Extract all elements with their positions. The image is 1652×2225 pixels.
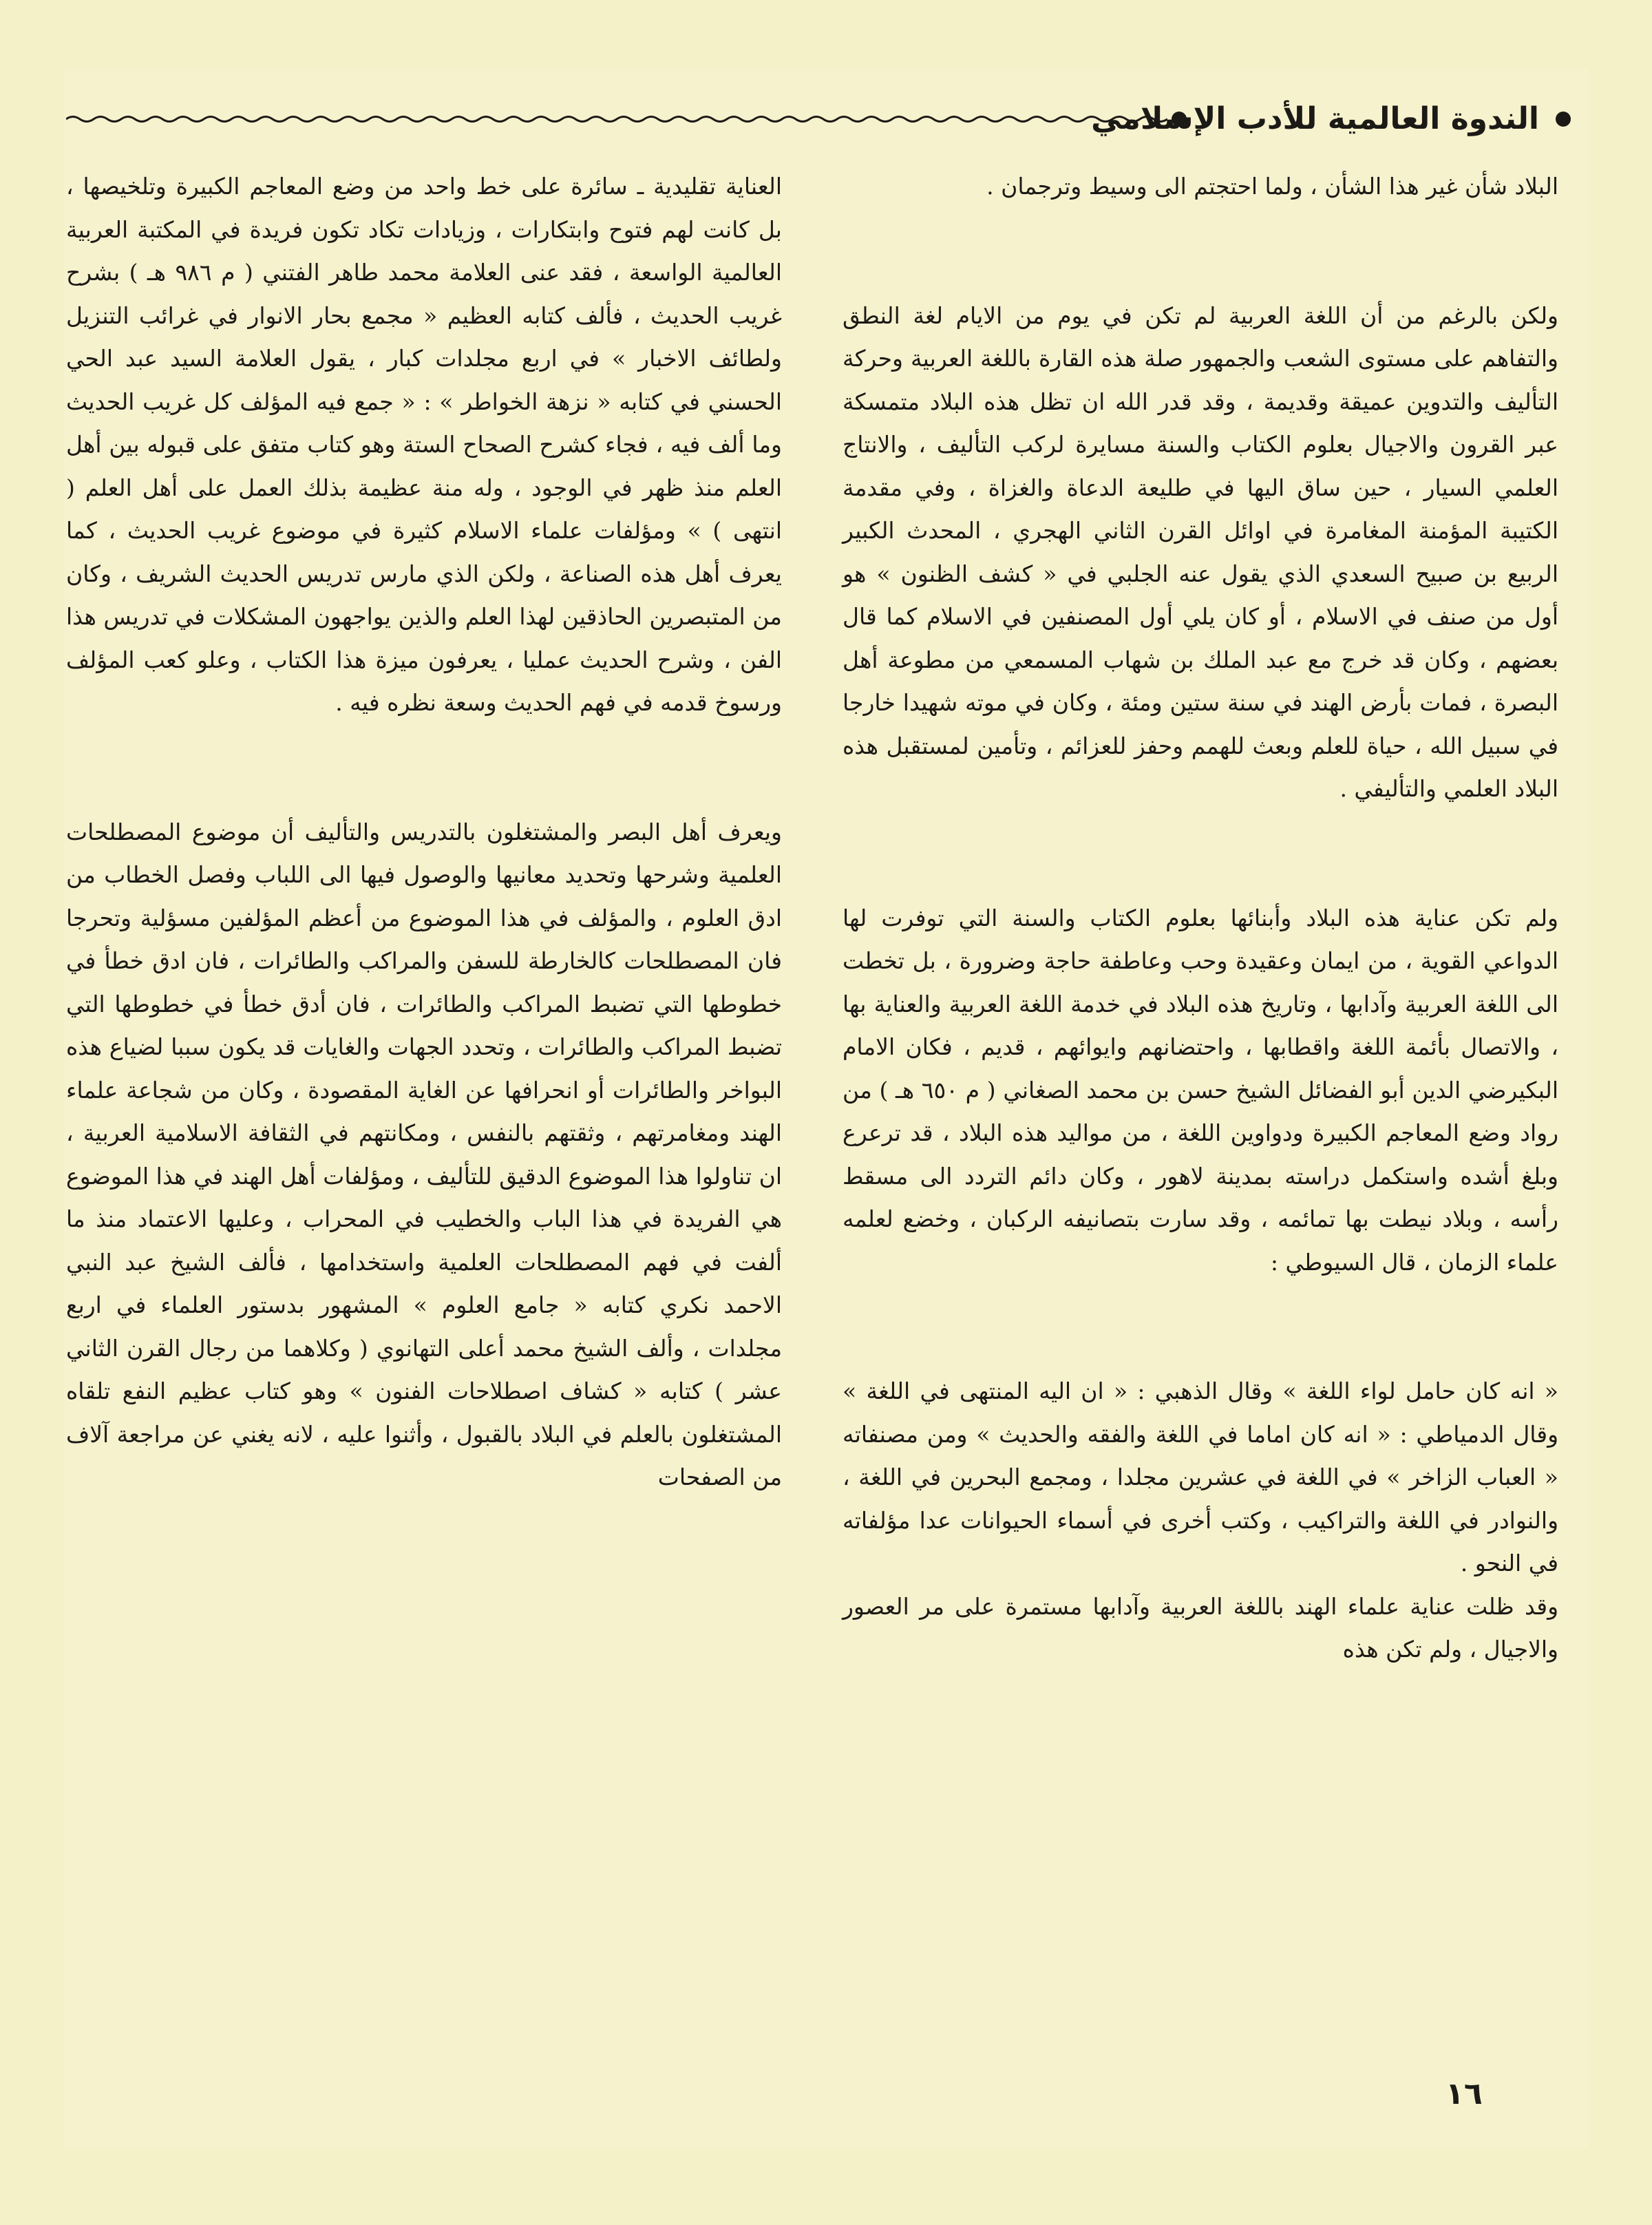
header-bullet-right: [1556, 112, 1571, 127]
paragraph: ويعرف أهل البصر والمشتغلون بالتدريس والتأليف أن موضوع المصطلحات العلمية وشرحها وتحديد معانيها والوصول فيها الى اللباب وفصل الخطاب من ادق العلوم ، والمؤلف في هذا الموضوع من أعظم المؤلفين مسؤلية وتحرجا فان المصطلحات كالخارطة للسفن والمراكب والطائرات ، فان ادق خطأ في خطوطها التي تضبط المراكب والطائرات ، فان أدق خطأ في خطوطها التي تضبط المراكب والطائرات ، وتحدد الجهات والغايات قد يكون سببا لضياع هذه البواخر والطائرات أو انحرافها عن الغاية المقصودة ، وكان من شجاعة علماء الهند ومغامرتهم ، وثقتهم بالنفس ، ومكانتهم في الثقافة الاسلامية العربية ، ان تناولوا هذا الموضوع الدقيق للتأليف ، ومؤلفات أهل الهند في هذا الموضوع هي الفريدة في هذا الباب والخطيب في المحراب ، وعليها الاعتماد منذ ما ألفت في فهم المصطلحات العلمية واستخدامها ، فألف الشيخ عبد النبي الاحمد نكري كتابه « جامع العلوم » المشهور بدستور العلماء في اربع مجلدات ، وألف الشيخ محمد أعلى التهانوي ( وكلاهما من رجال القرن الثاني عشر ) كتابه « كشاف اصطلاحات الفنون » وهو كتاب عظيم النفع تلقاه المشتغلون بالعلم في البلاد بالقبول ، وأثنوا عليه ، لانه يغني عن مراجعة آلاف من الصفحات: [66, 818, 782, 1490]
paragraph: العناية تقليدية ـ سائرة على خط واحد من وضع المعاجم الكبيرة وتلخيصها ، بل كانت لهم فتوح وابتكارات ، وزيادات تكاد تكون فريدة في المكتبة العربية العالمية الواسعة ، فقد عنى العلامة محمد طاهر الفتني ( م ٩٨٦ هـ ) بشرح غريب الحديث ، فألف كتابه العظيم « مجمع بحار الانوار في غرائب التنزيل ولطائف الاخبار » في اربع مجلدات كبار ، يقول العلامة السيد عبد الحي الحسني في كتابه « نزهة الخواطر » : « جمع فيه المؤلف كل غريب الحديث وما ألف فيه ، فجاء كشرح الصحاح الستة وهو كتاب متفق على قبوله بين أهل العلم منذ ظهر في الوجود ، وله منة عظيمة بذلك العمل على أهل العلم ( انتهى ) » ومؤلفات علماء الاسلام كثيرة في موضوع غريب الحديث ، كما يعرف أهل هذه الصناعة ، ولكن الذي مارس تدريس الحديث الشريف ، وكان من المتبصرين الحاذقين لهذا العلم والذين يواجهون المشكلات في تدريس هذا الفن ، وشرح الحديث عمليا ، يعرفون ميزة هذا الكتاب ، وعلو كعب المؤلف ورسوخ قدمه في فهم الحديث وسعة نظره فيه .: [66, 173, 782, 716]
header-title: الندوة العالمية للأدب الإسلامي: [1091, 101, 1539, 136]
paragraph: وقد ظلت عناية علماء الهند باللغة العربية وآدابها مستمرة على مر العصور والاجيال ، ولم تكن هذه: [843, 1592, 1558, 1663]
paragraph: ولكن بالرغم من أن اللغة العربية لم تكن في يوم من الايام لغة النطق والتفاهم على مستوى الشعب والجمهور صلة هذه القارة باللغة العربية وحركة التأليف والتدوين عميقة وقديمة ، وقد قدر الله ان تظل هذه البلاد متمسكة عبر القرون والاجيال بعلوم الكتاب والسنة مسايرة لركب التأليف ، والانتاج العلمي السيار ، حين ساق اليها في طليعة الدعاة والغزاة ، وفي مقدمة الكتيبة المؤمنة المغامرة في اوائل القرن الثاني الهجري ، المحدث الكبير الربيع بن صبيح السعدي الذي يقول عنه الجلبي في « كشف الظنون » هو أول من صنف في الاسلام ، أو كان يلي أول المصنفين في الاسلام كما قال بعضهم ، وكان قد خرج مع عبد الملك بن شهاب المسمعي من مطوعة أهل البصرة ، فمات بأرض الهند في سنة ستين ومئة ، وكان في موته شهيدا خارجا في سبيل الله ، حياة للعلم وبعث للهمم وحفز للعزائم ، وتأمين لمستقبل هذه البلاد العلمي والتأليفي .: [843, 302, 1558, 802]
paragraph: البلاد شأن غير هذا الشأن ، ولما احتجتم الى وسيط وترجمان .: [986, 173, 1558, 200]
paragraph: « انه كان حامل لواء اللغة » وقال الذهبي : « ان اليه المنتهى في اللغة » وقال الدمياطي : « انه كان اماما في اللغة والفقه والحديث » ومن مصنفاته « العباب الزاخر » في اللغة في عشرين مجلدا ، ومجمع البحرين في اللغة ، والنوادر في اللغة والتراكيب ، وكتب أخرى في أسماء الحيوانات عدا مؤلفاته في النحو .: [843, 1378, 1558, 1577]
page-number: ١٦: [1446, 2076, 1483, 2111]
paragraph: ولم تكن عناية هذه البلاد وأبنائها بعلوم الكتاب والسنة التي توفرت لها الدواعي القوية ، من ايمان وعقيدة وحب وعاطفة حاجة وضرورة ، بل تخطت الى اللغة العربية وآدابها ، وتاريخ هذه البلاد في خدمة اللغة العربية والعناية بها ، والاتصال بأئمة اللغة واقطابها ، واحتضانهم وايوائهم ، قديم ، فكان الامام البكيرضي الدين أبو الفضائل الشيخ حسن بن محمد الصغاني ( م ٦٥٠ هـ ) من رواد وضع المعاجم الكبيرة ودواوين اللغة ، من مواليد هذه البلاد ، قد ترعرع وبلغ أشده واستكمل دراسته بمدينة لاهور ، وكان دائم التردد الى مسقط رأسه ، وبلاد نيطت بها تمائمه ، وقد سارت بتصانيفه الركبان ، وخضع لعلمه علماء الزمان ، قال السيوطي :: [843, 904, 1558, 1276]
header-decorative-rule: [66, 114, 1167, 124]
page-header: [66, 95, 1578, 143]
right-text-column: [843, 165, 1558, 2038]
left-text-column: [66, 165, 782, 2038]
